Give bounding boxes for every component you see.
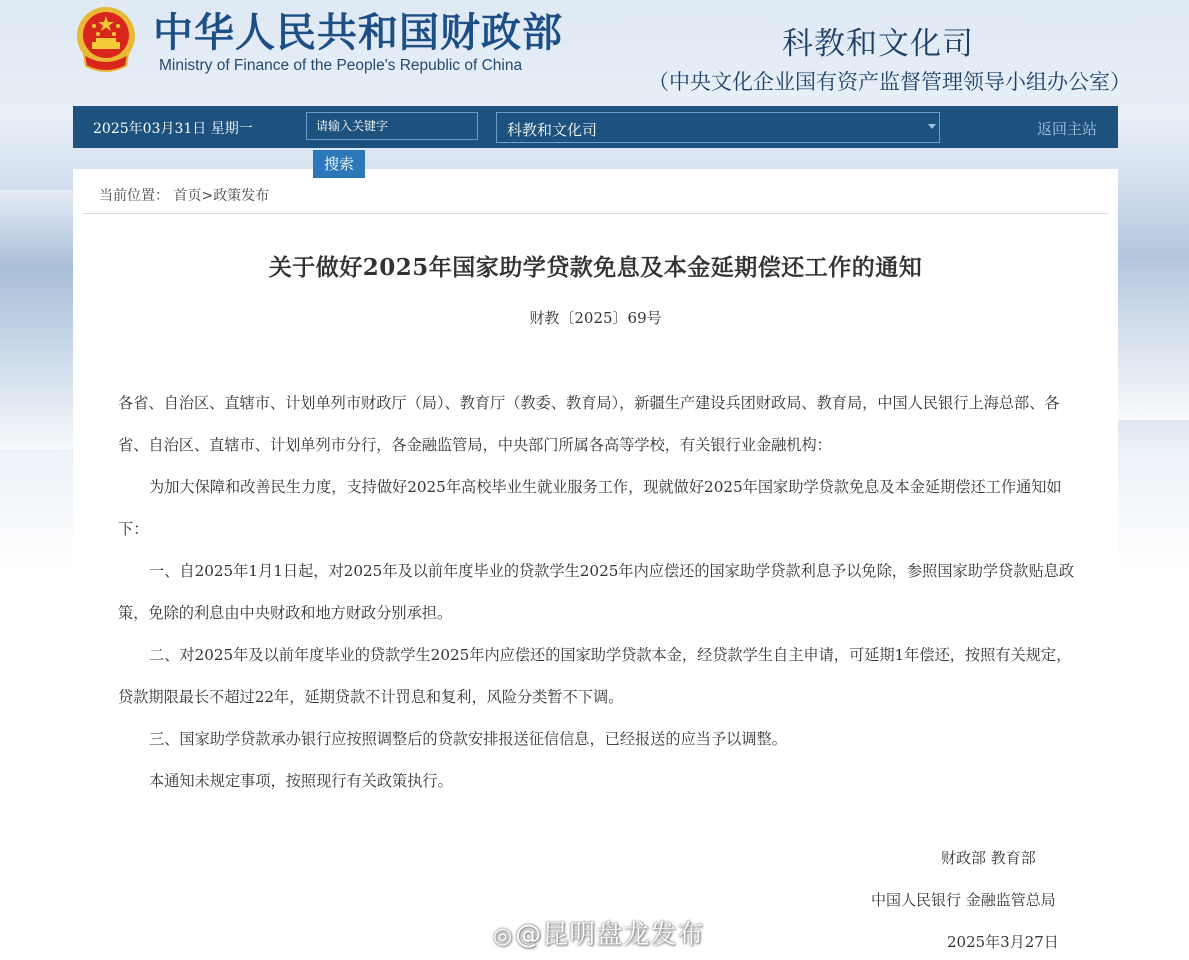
content-panel [73,169,1118,960]
site-header [0,0,1189,105]
breadcrumb-home-link[interactable]: 首页 [173,188,202,204]
paragraph-item-1: 一、自2025年1月1日起，对2025年及以前年度毕业的贷款学生2025年内应偿还的国家助学贷款利息予以免除，参照国家助学贷款贴息政策，免除的利息由中央财政和地方财政分别承担。 [118,562,1075,622]
navigation-bar [73,106,1118,148]
document-body [118,382,1078,802]
breadcrumb-label: 当前位置： [99,188,169,204]
document-number: 财教〔2025〕69号 [529,309,662,327]
national-emblem-icon [74,6,138,74]
chevron-down-icon [928,124,936,129]
department-subtitle: （中央文化企业国有资产监督管理领导小组办公室） [648,70,1131,94]
paragraph-addressees: 各省、自治区、直辖市、计划单列市财政厅（局）、教育厅（教委、教育局），新疆生产建设兵团财政局、教育局，中国人民银行上海总部、各省、自治区、直辖市、计划单列市分行，各金融监管局，中央部门所属各高等学校，有关银行业金融机构： [118,394,1060,454]
back-home-link[interactable]: 返回主站 [1036,120,1097,138]
department-title: 科教和文化司 [782,26,974,62]
watermark-text: @昆明盘龙发布 [515,920,705,950]
ministry-logo-chinese[interactable]: 中华人民共和国财政部 [153,10,563,56]
breadcrumb-separator: > [201,188,214,204]
weibo-icon: ◎ [493,924,514,949]
search-button[interactable]: 搜索 [313,150,365,178]
search-input[interactable] [306,112,478,140]
signature-date: 2025年3月27日 [947,933,1059,951]
breadcrumb-current-link[interactable]: 政策发布 [213,188,270,204]
watermark [493,914,704,951]
signature-ministries: 财政部 教育部 [941,849,1036,867]
signature-banks: 中国人民银行 金融监管总局 [871,891,1056,909]
paragraph-item-2: 二、对2025年及以前年度毕业的贷款学生2025年内应偿还的国家助学贷款本金，经贷款学生自主申请，可延期1年偿还，按照有关规定，贷款期限最长不超过22年，延期贷款不计罚息和复利，风险分类暂不下调。 [118,646,1072,706]
document-title: 关于做好2025年国家助学贷款免息及本金延期偿还工作的通知 [268,254,923,281]
ministry-logo-english[interactable]: Ministry of Finance of the People's Republic of China [159,57,523,74]
background-cloud-right [1114,170,1189,420]
department-select-value: 科教和文化司 [507,121,598,139]
breadcrumb-divider [83,213,1108,214]
paragraph-closing: 本通知未规定事项，按照现行有关政策执行。 [149,772,453,790]
paragraph-item-3: 三、国家助学贷款承办银行应按照调整后的贷款安排报送征信信息，已经报送的应当予以调整。 [149,730,787,748]
current-date: 2025年03月31日 星期一 [93,121,253,137]
paragraph-intro: 为加大保障和改善民生力度，支持做好2025年高校毕业生就业服务工作，现就做好2025年国家助学贷款免息及本金延期偿还工作通知如下： [118,478,1062,538]
breadcrumb [99,185,269,205]
department-select[interactable] [496,112,940,143]
